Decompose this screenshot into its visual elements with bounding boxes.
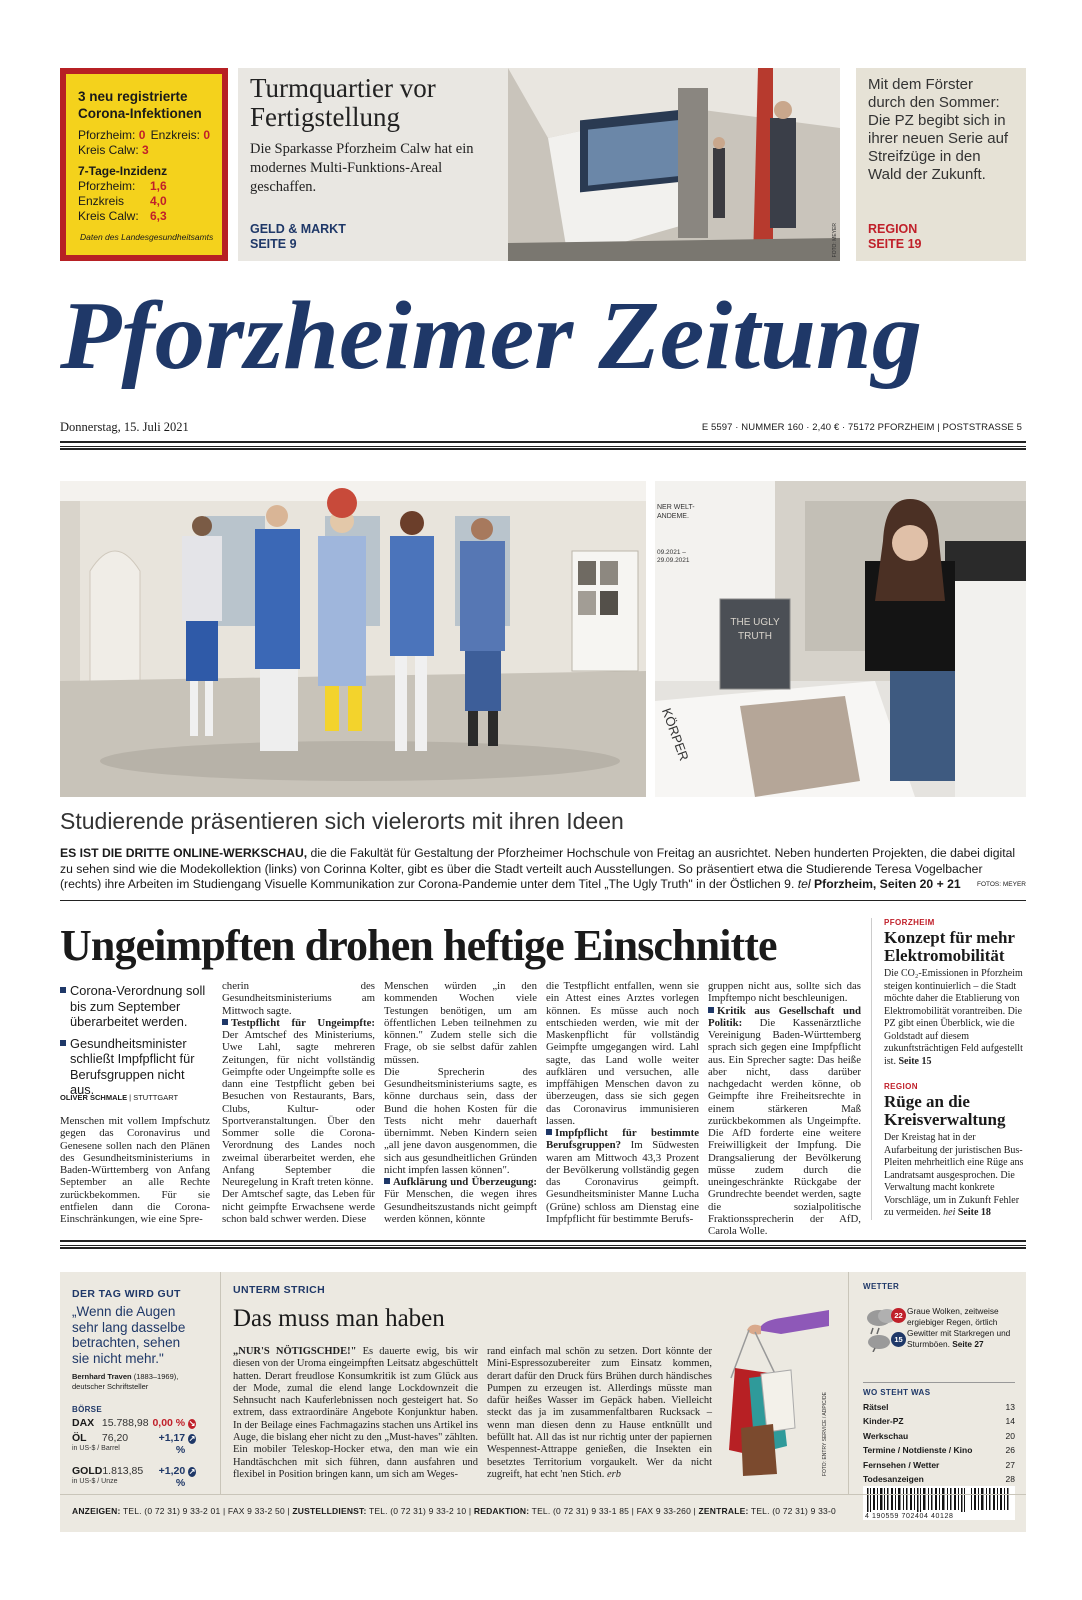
subhead: Testpflicht für Ungeimpfte: xyxy=(231,1016,375,1029)
corona-value: 0 xyxy=(203,128,210,142)
footer-label: ANZEIGEN: xyxy=(72,1506,121,1516)
lead-bullet: Gesundheitsminister schließt Impfpflicht für Berufsgruppen nicht aus. xyxy=(60,1036,210,1098)
edition-info: E 5597 · NUMMER 160 · 2,40 € · 75172 PFORZHEIM | POSTSTRASSE 5 xyxy=(701,422,1022,433)
page-ref: SEITE 19 xyxy=(868,237,922,251)
weather-ref: Seite 27 xyxy=(952,1339,984,1349)
incidence-value: 6,3 xyxy=(150,209,167,223)
incidence-label: Pforzheim: xyxy=(78,179,136,193)
unterm-strich-column xyxy=(220,1272,836,1494)
stock-value: 1.813,85 xyxy=(102,1465,144,1477)
lead-col-3-text: Die Sprecherin des Gesundheitsministeriums sagte, es könne durchaus sein, dass der Bund die hohen Kosten für die Tests nicht mehr dauerhaft übernimmt. Neben Kindern seien „all jene davon ausgenommen, die sich aus gesundheitlichen Gründen nicht impfen lassen können". xyxy=(384,1065,537,1176)
turmquartier-text xyxy=(250,74,510,197)
unterm-lead: „NUR'S NÖTIGSCHDE!" xyxy=(233,1346,357,1357)
weather-desc: Graue Wolken, zeitweise ergiebiger Regen, örtlich Gewitter mit Starkregen und Sturmböen. xyxy=(907,1306,1011,1349)
index-page: 26 xyxy=(1005,1445,1015,1455)
sidebar-sig: hei xyxy=(943,1207,956,1218)
contact-footer: ANZEIGEN: TEL. (0 72 31) 9 33-2 01 | FAX 9 33-2 50 | ZUSTELLDIENST: TEL. (0 72 31) 9 33-2 10 | REDAKTION: TEL. (0 72 31) 9 33-1 85 | FAX 9 33-260 | ZENTRALE: TEL. (0 72 31) 9 33-0 xyxy=(60,1494,1026,1530)
stock-change: +1,17 % xyxy=(158,1432,186,1456)
book-title: THE UGLY TRUTH xyxy=(730,617,780,642)
quote-author-detail: (1883–1969), deutscher Schriftsteller xyxy=(72,1372,179,1391)
arrow-up-icon: ↗ xyxy=(188,1467,196,1476)
arrow-down-icon: ↘ xyxy=(188,1419,196,1428)
corona-source: Daten des Landesgesundheitsamts xyxy=(80,232,214,242)
unterm-text: rand einfach mal schön zu setzen. Dort könnte der Mini-Espressozubereiter zum Einsatz kommen, derart dafür den Druck fürs Brühen durch händisches Pumpen zu erzeugen ist. Allerdings müsste man dafür heißes Wasser im Gepäck haben. Vielleicht steckt das ja im zusammenfaltbaren Rucksack – wenn man diesen denn zu Hause entknüllt und befüllt hat. All das ist nur richtig unter der papiernen Wespennest-Attrappe genießen, die Insekten ein besetztes Territorium vorgaukelt. Wer da nicht zugreift, hat echt 'nen Stich. xyxy=(487,1346,712,1480)
quote-author xyxy=(72,1372,196,1391)
bullet-square xyxy=(708,1007,714,1013)
sidebar-body: Die CO₂-Emissionen in Pforzheim steigen kontinuierlich – die Stadt möchte daher die Etablierung von Elektromobilität vorantreiben. Die PZ gibt einen Überblick, wie die Goldstadt auf diesem zukunftsträchtigen Feld aufgestellt ist. xyxy=(884,968,1023,1067)
footer-label: REDAKTION: xyxy=(473,1506,530,1516)
lead-col-4-text: die Testpflicht entfallen, wenn sie ein Attest eines Arztes vorlegen können. Es müsse auch noch entschieden werden, wie mit der Maskenpflicht für vollständig Geimpfte umgegangen wird. Lahl sagte, das Land wolle weiter aufklären und versuchen, alle impffähigen Menschen davon zu überzeugen, dass sie sich gegen das Coronavirus immunisieren lassen. xyxy=(546,980,699,1127)
foerster-teaser[interactable] xyxy=(856,68,1026,261)
unterm-text: Es dauerte ewig, bis wir diesen von der Uroma eingeimpften Leitsatz abgeschüttelt hatten. Derart freudlose Konsumkritik ist zum Glück aus der Mode, zumal die elend lange Lockdownzeit die Sehnsucht nach Kauferlebnissen noch gesteigert hat. So extrem, dass extraordinäre Angebote Konjunktur haben. In der Beilage eines Fachmagazins stachen uns Artikel ins Auge, die bislang eher nicht zu den „Must-haves" zählten. Ein mobiler Teleskop-Hocker etwa, den man wie ein Handtäschchen mit sich führen, dann ausfahren und flexibel in Position bringen kann, um sich am Weges- xyxy=(233,1346,479,1480)
turmquartier-photo-credit: FOTO: MEYER xyxy=(832,222,838,257)
masthead-wordmark xyxy=(60,280,1030,396)
arrow-up-icon: ↗ xyxy=(188,1434,196,1443)
corona-row-1 xyxy=(78,128,210,143)
lead-col-4-text: Im Südwesten waren am Mittwoch 43,3 Prozent der Bevölkerung vollständig gegen das Coronavirus geimpft. Gesundheitsminister Manne Lucha (Grüne) schloss am Dienstag eine Impfpflicht für bestimmte Berufs- xyxy=(546,1139,699,1225)
sidebar-kicker: REGION xyxy=(884,1082,918,1091)
weather-box xyxy=(848,1272,1026,1520)
sidebar-ref: Seite 18 xyxy=(957,1207,991,1218)
lead-bullet: Corona-Verordnung soll bis zum September überarbeitet werden. xyxy=(60,983,210,1030)
bullet-square xyxy=(384,1178,390,1184)
footer-value: TEL. (0 72 31) 9 33-0 xyxy=(750,1506,836,1516)
corona-value: 0 xyxy=(138,128,146,142)
feature-lead: ES IST DIE DRITTE ONLINE-WERKSCHAU, xyxy=(60,846,308,860)
lead-headline[interactable]: Ungeimpften drohen heftige Einschnitte xyxy=(60,921,777,970)
corona-title: 3 neu registrierte Corona-Infektionen xyxy=(78,89,202,121)
quote-text: „Wenn die Augen sehr lang dasselbe betrachten, sehen sie nicht mehr." xyxy=(72,1304,186,1366)
feature-text: die die Fakultät für Gestaltung der Pforzheimer Hochschule von Freitag an ausrichtet. Neben hunderten Projekten, die dabei digital zu sehen sind wie die Modekollektion (links) von Corinna Kolter, gibt es über die Stadt verteilt auch Ausstellungen. So präsentiert etwa die Studierende Teresa Vogelbacher (rechts) ihre Arbeiten im Studiengang Visuelle Kommunikation zur Corona-Pandemie unter dem Titel „The Ugly Truth" in der Östlichen 9. xyxy=(60,846,1016,891)
stock-unit: in US-$ / Barrel xyxy=(72,1445,120,1452)
lead-col-5-text: gruppen nicht aus, sollte sich das Impftempo nicht beschleunigen. xyxy=(708,980,861,1005)
index-page: 28 xyxy=(1005,1474,1015,1484)
unterm-col-2 xyxy=(487,1346,712,1481)
lead-col-2 xyxy=(222,980,375,1225)
author-location: STUTTGART xyxy=(133,1093,179,1102)
bullet-square xyxy=(546,1129,552,1135)
index-label: Fernsehen / Wetter xyxy=(863,1459,940,1470)
shopping-bags-illustration xyxy=(721,1278,829,1478)
incidence-table xyxy=(78,179,210,224)
unterm-kicker: UNTERM STRICH xyxy=(233,1284,326,1296)
unterm-sig: erb xyxy=(606,1468,621,1480)
lead-col-4 xyxy=(546,980,699,1225)
sidebar-item-elektromobilitaet[interactable] xyxy=(884,918,1026,1068)
sidebar-text xyxy=(884,968,1026,1068)
feature-title: Studierende präsentieren sich vielerorts mit ihren Ideen xyxy=(60,808,624,834)
incidence-value: 4,0 xyxy=(150,194,167,208)
poster-dates: 09.2021 – 29.09.2021 xyxy=(657,549,690,564)
section-label: REGION xyxy=(868,222,918,236)
index-label: Rätsel xyxy=(863,1401,889,1412)
index-page: 13 xyxy=(1005,1401,1015,1412)
turmquartier-title: Turmquartier vor Fertigstellung xyxy=(250,73,436,132)
sidebar-ref: Seite 15 xyxy=(898,1055,932,1067)
sidebar-title: Konzept für mehr Elektromobilität xyxy=(884,928,1015,965)
lead-col-5-text: Die Kassenärztliche Vereinigung Baden-Württemberg sprach sich gegen eine Impfpflicht aus. Ein Sprecher sagte: Das heiße aber nicht, dass darüber nachgedacht werden könne, ob Geimpfte ihre Freiheitsrechte in einem stärkeren Maß zurückbekommen als Ungeimpfte. Die AfD forderte eine weitere Freiwilligkeit der Impfung. Die Drangsalierung der Bevölkerung müsse zudem durch die uneingeschränkte Rückgabe der Grundrechte beendet werden, sagte die sozialpolitische Fraktionssprecherin der AfD, Carola Wolle. xyxy=(708,1016,861,1237)
index-item[interactable] xyxy=(863,1431,1015,1441)
stock-row-dax xyxy=(72,1417,196,1429)
stock-row-oel xyxy=(72,1432,196,1456)
section-divider xyxy=(60,900,1026,901)
index-label: Werkschau xyxy=(863,1430,909,1441)
corona-label: Pforzheim: xyxy=(78,128,136,142)
corona-label: Enzkreis: xyxy=(150,128,200,142)
exhibition-photo-art xyxy=(655,481,1026,797)
corona-row-2 xyxy=(78,143,210,158)
foerster-section xyxy=(868,222,922,252)
temp-high: 22 xyxy=(891,1308,906,1323)
sidebar-teasers xyxy=(871,918,1026,1220)
stock-change: +1,20 % xyxy=(158,1465,186,1489)
index-label: Kinder-PZ xyxy=(863,1416,904,1426)
index-page: 20 xyxy=(1005,1430,1015,1441)
poster-text: NER WELT- ANDEME. xyxy=(657,504,695,520)
lead-col-3-text: Für Menschen, die wegen ihres Gesundheitszustands nicht geimpft werden können, könnte xyxy=(384,1188,537,1225)
footer-value: TEL. (0 72 31) 9 33-2 10 xyxy=(368,1506,467,1516)
masthead-logo xyxy=(60,280,1030,396)
sidebar-kicker: PFORZHEIM xyxy=(884,918,935,927)
index-item[interactable] xyxy=(863,1402,1015,1412)
quote-of-the-day xyxy=(60,1272,206,1494)
barcode-number: 4 190559 702404 40128 xyxy=(865,1513,954,1520)
temp-low: 15 xyxy=(891,1332,906,1347)
weather-kicker: WETTER xyxy=(863,1282,900,1291)
feature-ref: Pforzheim, Seiten 20 + 21 xyxy=(814,877,961,891)
stock-change: 0,00 % xyxy=(152,1417,186,1429)
corona-value: 3 xyxy=(142,143,149,157)
sidebar-item-kreisverwaltung[interactable] xyxy=(884,1082,1026,1220)
incidence-title: 7-Tage-Inzidenz xyxy=(78,164,168,178)
section-label: GELD & MARKT xyxy=(250,222,346,236)
boerse-kicker: BÖRSE xyxy=(72,1405,102,1414)
fashion-photo-art xyxy=(60,481,646,797)
bullet-square xyxy=(222,1019,228,1025)
unterm-photo-credit: FOTO: ENTRY SERVICE / ADPIC/DE xyxy=(822,1392,828,1477)
foerster-desc: Mit dem Förster durch den Sommer: Die PZ begibt sich in ihrer neuen Serie auf Streifzüge in den Wald der Zukunft. xyxy=(868,76,1009,183)
index-kicker: WO STEHT WAS xyxy=(863,1382,1015,1397)
teresa-vogelbacher-photo xyxy=(655,481,1026,797)
feature-photo-credit: FOTOS: MEYER xyxy=(977,881,1026,888)
book-spine: KÖRPER xyxy=(658,706,692,763)
lead-col-3 xyxy=(384,980,537,1225)
footer-label: ZUSTELLDIENST: xyxy=(292,1506,367,1516)
author-name: OLIVER SCHMALE xyxy=(60,1093,128,1102)
sidebar-body: Der Kreistag hat in der Aufarbeitung der juristischen Bus-Pleiten mehrheitlich eine Rüge ans Landratsamt ausgesprochen. Die Verwaltung macht konkrete Vorschläge, um in Zukunft Fehler zu vermeiden. xyxy=(884,1132,1024,1218)
turmquartier-teaser[interactable] xyxy=(238,68,840,261)
stock-name: DAX xyxy=(72,1417,95,1429)
turmquartier-section xyxy=(250,222,346,252)
incidence-label: Enzkreis xyxy=(78,194,125,208)
unterm-title[interactable]: Das muss man haben xyxy=(233,1305,445,1332)
quote-kicker: DER TAG WIRD GUT xyxy=(72,1288,181,1300)
sidebar-title: Rüge an die Kreisverwaltung xyxy=(884,1092,1006,1129)
byline: OLIVER SCHMALE | STUTTGART xyxy=(60,1093,179,1102)
page-ref: SEITE 9 xyxy=(250,237,297,251)
bottom-panel xyxy=(60,1272,1026,1532)
index-label: Todesanzeigen xyxy=(863,1474,924,1484)
turmquartier-photo xyxy=(508,68,840,261)
subhead: Impfpflicht für bestimmte Berufsgruppen? xyxy=(546,1127,699,1152)
incidence-value: 1,6 xyxy=(150,179,167,193)
index-item[interactable] xyxy=(863,1416,1015,1426)
stock-unit: in US-$ / Unze xyxy=(72,1478,118,1485)
issue-date: Donnerstag, 15. Juli 2021 xyxy=(60,420,189,434)
masthead-title-text: Pforzheimer Zeitung xyxy=(60,282,922,390)
lead-bullets xyxy=(60,983,210,1104)
quote-author-name: Bernhard Traven xyxy=(72,1372,132,1381)
incidence-label: Kreis Calw: xyxy=(78,209,139,223)
index-page: 14 xyxy=(1005,1416,1015,1426)
stock-value: 76,20 xyxy=(101,1432,129,1444)
turmquartier-desc: Die Sparkasse Pforzheim Calw hat ein modernes Multi-Funktions-Areal geschaffen. xyxy=(250,141,474,195)
index-item[interactable] xyxy=(863,1445,1015,1455)
footer-value: TEL. (0 72 31) 9 33-2 01 | FAX 9 33-2 50 xyxy=(122,1506,285,1516)
feature-sig: tel xyxy=(797,877,811,891)
subhead: Aufklärung und Überzeugung: xyxy=(393,1176,537,1188)
stock-row-gold xyxy=(72,1465,196,1489)
corona-infobox xyxy=(60,68,228,261)
footer-value: TEL. (0 72 31) 9 33-1 85 | FAX 9 33-260 xyxy=(531,1506,691,1516)
lead-col-1: Menschen mit vollem Impfschutz gegen das Coronavirus und Genesene sollen nach den Plänen des Gesundheitsministeriums in Baden-Württemberg von Anfang September an alle Rechte zurückbekommen. Für sie entfielen dann die Corona-Einschränkungen, wie eine Spre- xyxy=(60,1115,210,1225)
lead-col-5 xyxy=(708,980,861,1237)
sidebar-text xyxy=(884,1132,1026,1220)
stock-name: ÖL xyxy=(72,1432,87,1444)
stock-value: 15.788,98 xyxy=(101,1417,149,1429)
feature-body xyxy=(60,846,1026,893)
index-label: Termine / Notdienste / Kino xyxy=(863,1445,973,1455)
corona-label: Kreis Calw: xyxy=(78,143,139,157)
subhead: Kritik aus Gesellschaft und Politik: xyxy=(708,1004,861,1029)
unterm-col-1 xyxy=(233,1346,478,1481)
masthead-rule xyxy=(60,441,1026,450)
lead-col-2-text: Der Amtschef des Ministeriums, Uwe Lahl, sagte mehreren Zeitungen, für nicht vollständig Geimpfte oder Ungeimpfte solle es dann eine Testpflicht geben bei Besuchen von Restaurants, Bars, Clubs, Kultur- oder Sportveranstaltungen. Über den Sommer solle die Corona-Verordnung des Landes noch zweimal überarbeitet werden, ehe Anfang September die Neuregelung in Kraft treten könne. xyxy=(222,1029,375,1188)
footer-label: ZENTRALE: xyxy=(698,1506,749,1516)
lead-col-2-text: cherin des Gesundheitsministeriums am Mittwoch sagte. xyxy=(222,980,375,1017)
bottom-rule xyxy=(60,1240,1026,1249)
fashion-collection-photo xyxy=(60,481,646,797)
stock-name: GOLD xyxy=(72,1465,103,1477)
lead-col-2-text: Der Amtschef sagte, das Leben für nicht geimpfte Erwachsene werde schon bald schwer werden. Diese xyxy=(222,1188,375,1225)
lead-col-3-text: Menschen würden „in den kommenden Wochen viele Testungen benötigen, um am öffentlichen Leben teilnehmen zu können." Zudem stelle sich die Frage, ob sie selbst dafür zahlen müssen. xyxy=(384,980,537,1066)
index-item[interactable] xyxy=(863,1460,1015,1470)
weather-text xyxy=(907,1306,1015,1350)
index-item[interactable] xyxy=(863,1474,1015,1484)
index-page: 27 xyxy=(1005,1459,1015,1470)
page-index xyxy=(863,1382,1015,1484)
